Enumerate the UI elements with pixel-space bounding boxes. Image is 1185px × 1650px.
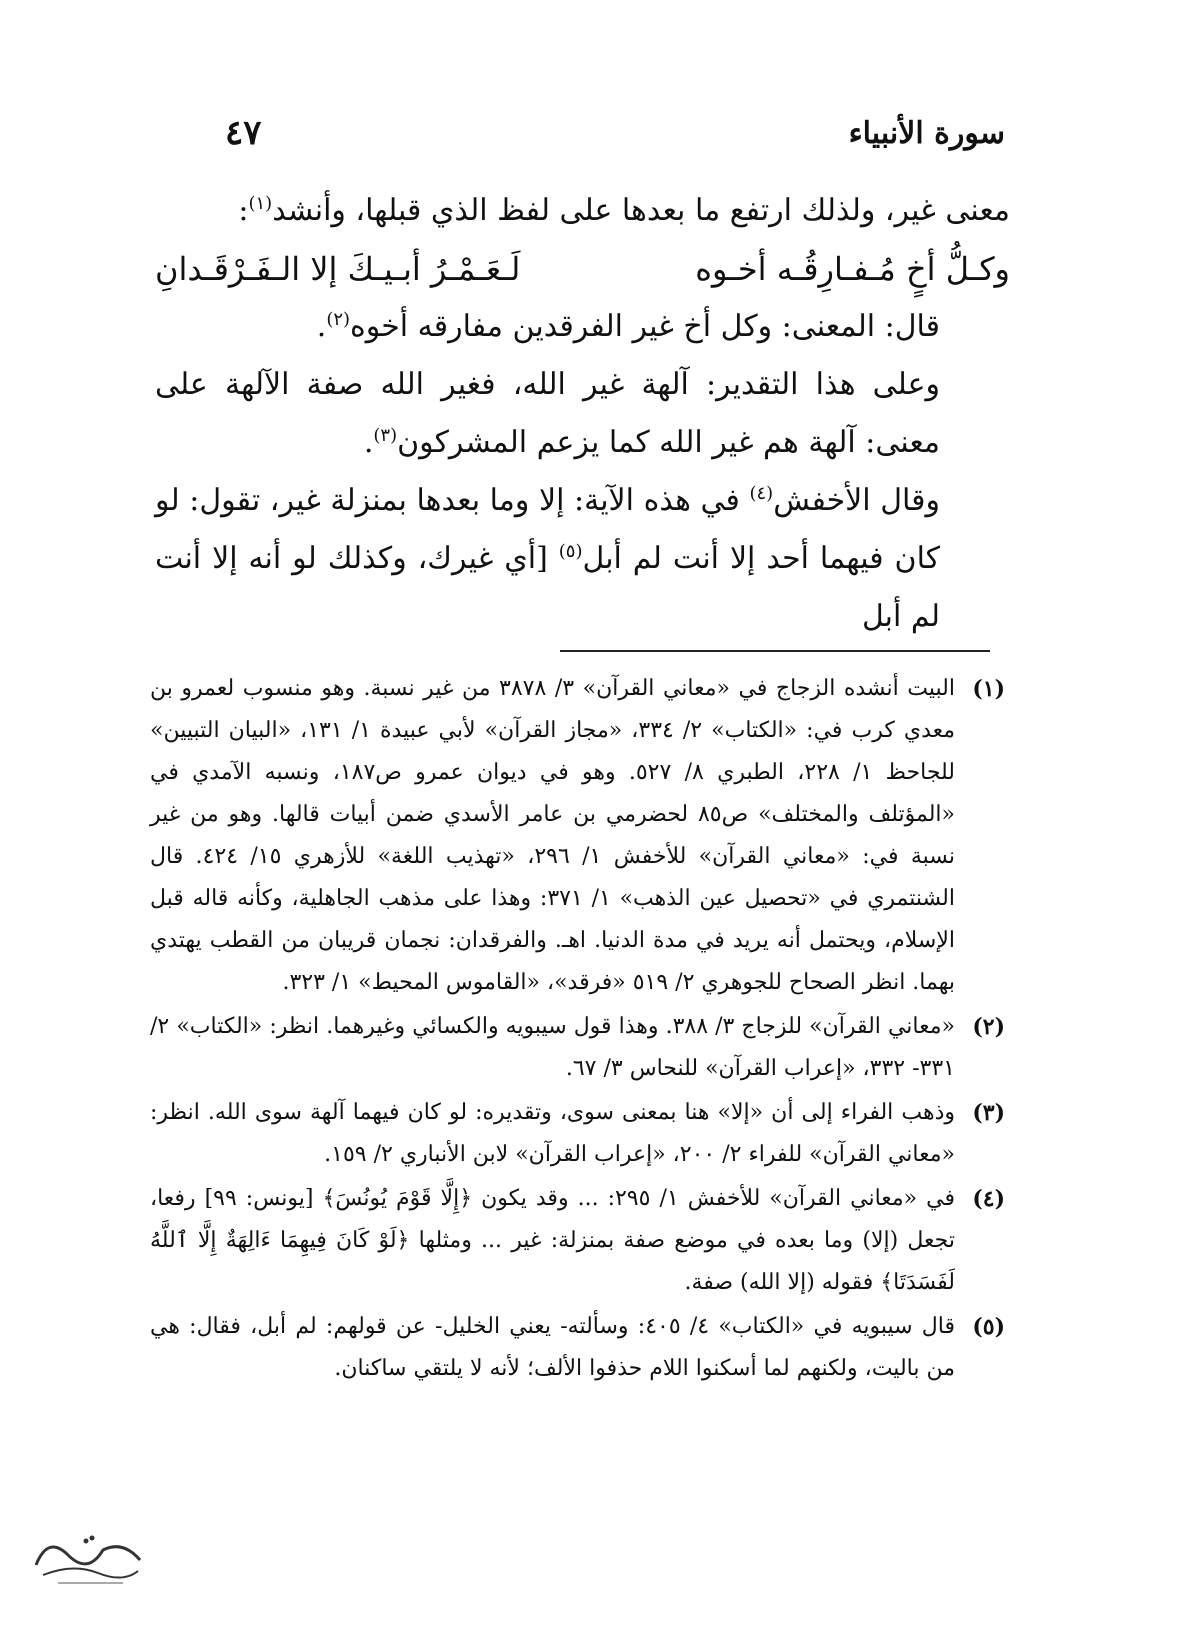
paragraph-3: وعلى هذا التقدير: آلهة غير الله، فغير الله صفة الآلهة على معنى: آلهة هم غير الله كما يزعم المشركون$^{(٣)}$. — [155, 367, 940, 460]
footnote-5 — [150, 1306, 1005, 1390]
footnote-ref-5: (٥) — [558, 541, 583, 562]
footnote-number: (٢) — [972, 1014, 1005, 1040]
footnote-1 — [150, 668, 1005, 1004]
footnote-number: (١) — [972, 676, 1005, 702]
footnote-text: في «معاني القرآن» للأخفش ١/ ٢٩٥: ... وقد يكون ﴿إِلَّا قَوْمَ يُونُسَ﴾ [يونس: ٩٩] رفعا، تجعل (إلا) وما بعده في موضع صفة بمنزلة: غير ... ومثلها ﴿لَوْ كَانَ فِيهِمَا ءَالِهَةٌ إِلَّا ٱللَّهُ لَفَسَدَتَا﴾ فقوله (إلا الله) صفة. — [150, 1186, 956, 1295]
watermark-logo — [28, 1525, 148, 1595]
footnote-number: (٤) — [972, 1186, 1005, 1212]
footnote-separator — [560, 650, 990, 652]
paragraph-1: معنى غير، ولذلك ارتفع ما بعدها على لفظ الذي قبلها، وأنشد$^{(١)}$: — [238, 193, 1010, 228]
paragraph-4: وقال الأخفش$^{(٤)}$ في هذه الآية: إلا وما بعدها بمنزلة غير، تقول: لو كان فيهما أحد إلا أنت لم أبل$^{(٥)}$ [أي غيرك، وكذلك لو أنه إلا أنت لم أبل — [155, 483, 940, 634]
verse-first-hemistich: وكـلُّ أخٍ مُـفـارِقُـه أخـوه — [695, 250, 1010, 288]
footnote-4 — [150, 1178, 1005, 1304]
poem-verse — [155, 240, 1010, 298]
footnote-text: قال سيبويه في «الكتاب» ٤/ ٤٠٥: وسألته- يعني الخليل- عن قولهم: لم أبل، فقال: هي من باليت، ولكنهم لما أسكنوا اللام حذفوا الألف؛ لأنه لا يلتقي ساكنان. — [150, 1314, 955, 1381]
footnote-number: (٥) — [972, 1314, 1005, 1340]
footnote-2 — [150, 1006, 1005, 1090]
paragraph-2: قال: المعنى: وكل أخ غير الفرقدين مفارقه أخوه$^{(٢)}$. — [316, 309, 940, 344]
footnote-ref-4: (٤) — [749, 483, 774, 504]
footnotes — [150, 668, 1005, 1392]
footnote-text: وذهب الفراء إلى أن «إلا» هنا بمعنى سوى، وتقديره: لو كان فيهما آلهة سوى الله. انظر: «معاني القرآن» للفراء ٢/ ٢٠٠، «إعراب القرآن» لابن الأنباري ٢/ ١٥٩. — [150, 1100, 955, 1167]
footnote-ref-1: (١) — [248, 193, 273, 214]
surah-title: سورة الأنبياء — [848, 115, 1005, 151]
page-header — [225, 108, 1005, 158]
footnote-number: (٣) — [972, 1100, 1005, 1126]
footnote-text: البيت أنشده الزجاج في «معاني القرآن» ٣/ ٣٨٧٨ من غير نسبة. وهو منسوب لعمرو بن معدي كرب في: «الكتاب» ٢/ ٣٣٤، «مجاز القرآن» لأبي عبيدة ١/ ١٣١، «البيان التبيين» للجاحظ ١/ ٢٢٨، الطبري ٨/ ٥٢٧. وهو في ديوان عمرو ص١٨٧، ونسبه الآمدي في «المؤتلف والمختلف» ص٨٥ لحضرمي بن عامر الأسدي ضمن أبيات قالها. وهو من غير نسبة في: «معاني القرآن» للأخفش ١/ ٢٩٦، «تهذيب اللغة» للأزهري ١٥/ ٤٢٤. قال الشنتمري في «تحصيل عين الذهب» ١/ ٣٧١: وهذا على مذهب الجاهلية، وكأنه قاله قبل الإسلام، ويحتمل أنه يريد في مدة الدنيا. اهـ. والفرقدان: نجمان قريبان من القطب يهتدي بهما. انظر الصحاح للجوهري ٢/ ٥١٩ «فرقد»، «القاموس المحيط» ١/ ٣٢٣. — [150, 676, 956, 995]
footnote-ref-3: (٣) — [373, 425, 398, 446]
page-number: ٤٧ — [225, 113, 262, 153]
footnote-text: «معاني القرآن» للزجاج ٣/ ٣٨٨. وهذا قول سيبويه والكسائي وغيرهما. انظر: «الكتاب» ٢/ ٣٣١- ٣٣٢، «إعراب القرآن» للنحاس ٣/ ٦٧. — [150, 1014, 955, 1081]
footnote-ref-2: (٢) — [326, 309, 351, 330]
main-text — [155, 182, 1010, 646]
footnote-3 — [150, 1092, 1005, 1176]
verse-second-hemistich: لَـعَـمْـرُ أبـيـكَ إلا الـفَـرْقَـدانِ — [155, 250, 521, 288]
